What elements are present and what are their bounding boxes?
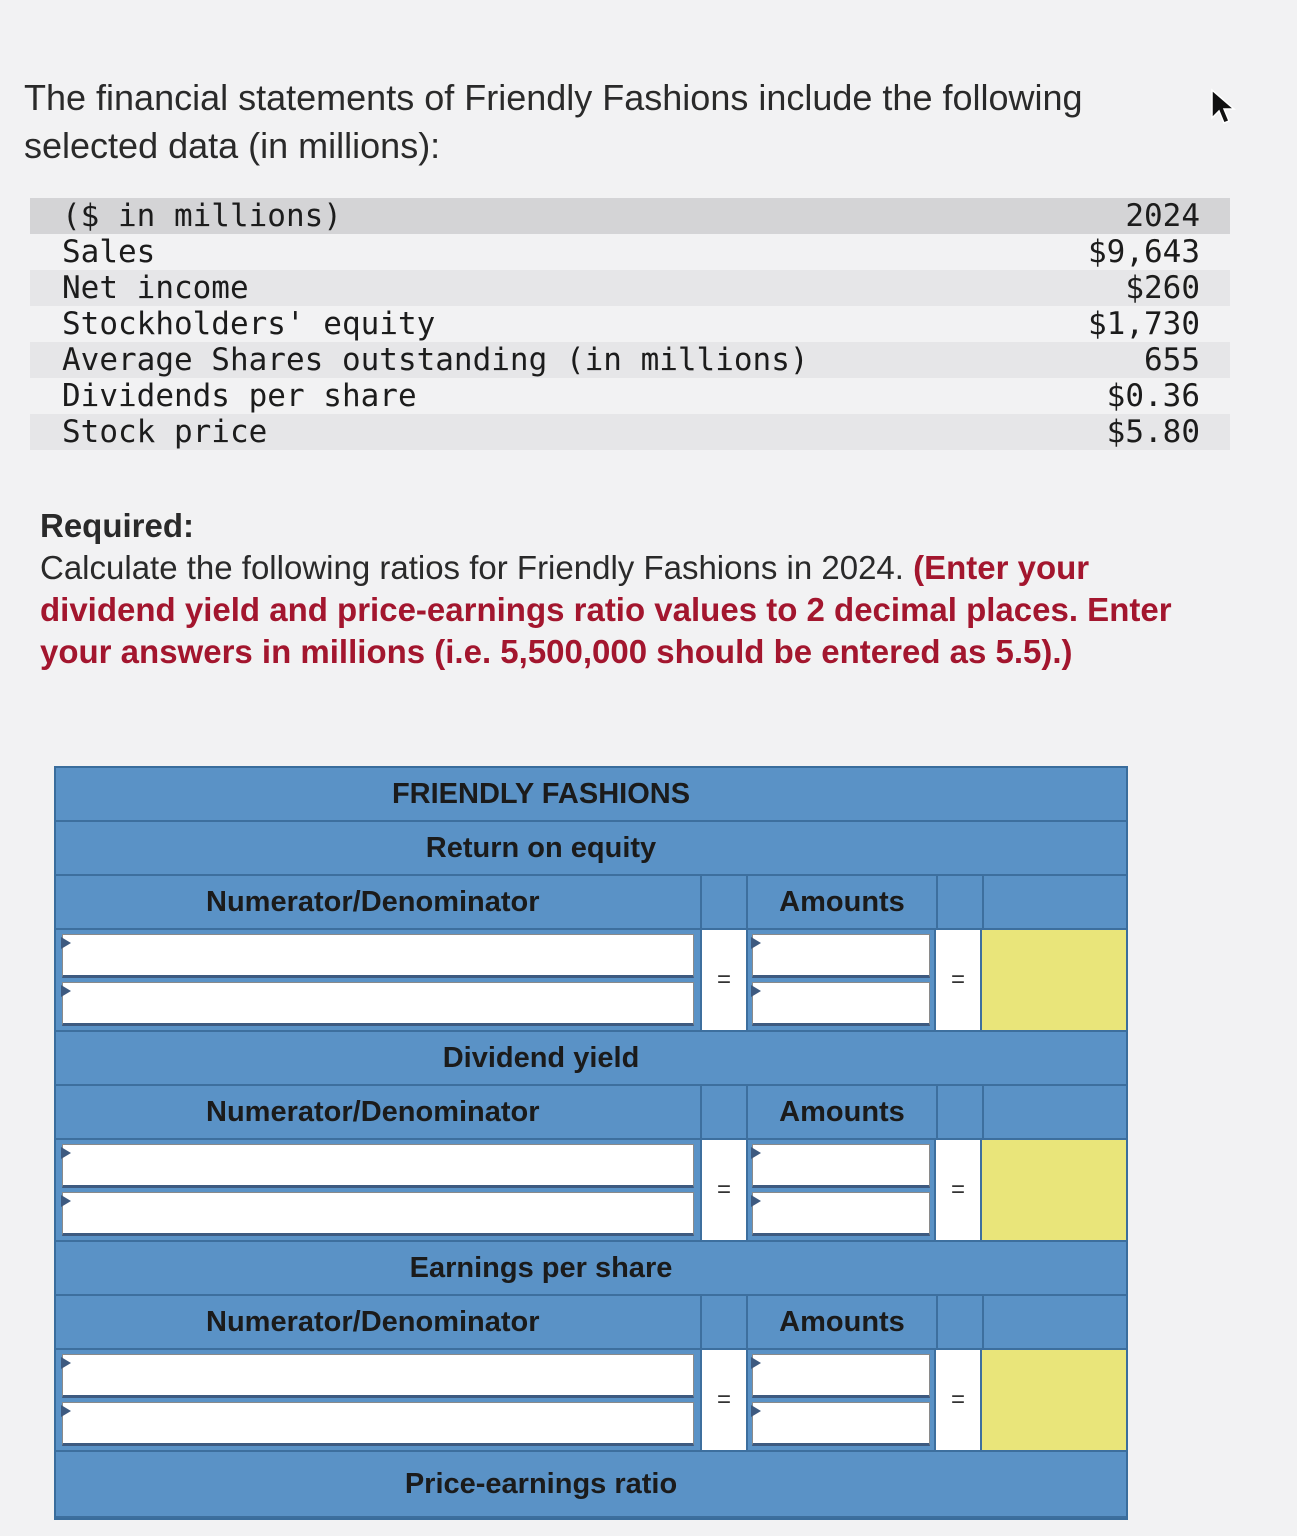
- row-label: Net income: [62, 270, 249, 306]
- eps-denominator-select[interactable]: [62, 1402, 694, 1446]
- col-amounts: Amounts: [748, 876, 938, 928]
- section-header: [56, 876, 1126, 930]
- roe-numerator-amount-input[interactable]: [752, 934, 930, 978]
- section-header: [56, 1296, 1126, 1350]
- section-header: [56, 1086, 1126, 1140]
- row-value: $0.36: [1106, 378, 1200, 414]
- equals-sign: =: [702, 1350, 748, 1450]
- eps-numerator-amount-input[interactable]: [752, 1354, 930, 1398]
- required-title: Required:: [40, 507, 195, 544]
- row-value: $5.80: [1106, 414, 1200, 450]
- eps-input-block: [56, 1350, 1126, 1452]
- section-title-eps: Earnings per share: [56, 1242, 1126, 1296]
- required-section: [40, 505, 1230, 673]
- equals-sign: =: [936, 1140, 982, 1240]
- section-title-dividend-yield: Dividend yield: [56, 1032, 1126, 1086]
- dy-denominator-amount-input[interactable]: [752, 1192, 930, 1236]
- dy-denominator-select[interactable]: [62, 1192, 694, 1236]
- row-label: Sales: [62, 234, 156, 270]
- financial-data-table: [30, 198, 1230, 450]
- row-label: Stock price: [62, 414, 268, 450]
- col-amounts: Amounts: [748, 1296, 938, 1348]
- eps-result-cell: [982, 1350, 1126, 1450]
- data-table-header: [30, 198, 1230, 234]
- row-value: 655: [1144, 342, 1200, 378]
- dividend-yield-input-block: [56, 1140, 1126, 1242]
- roe-denominator-amount-input[interactable]: [752, 982, 930, 1026]
- required-text: Calculate the following ratios for Friendly Fashions in 2024.: [40, 549, 904, 586]
- equals-sign: =: [936, 1350, 982, 1450]
- section-title-pe-ratio: Price-earnings ratio: [56, 1452, 1126, 1518]
- header-year: 2024: [1125, 198, 1200, 234]
- eps-denominator-amount-input[interactable]: [752, 1402, 930, 1446]
- equals-sign: =: [702, 1140, 748, 1240]
- equals-sign: =: [936, 930, 982, 1030]
- data-row-shares: [30, 342, 1230, 378]
- header-label: ($ in millions): [62, 198, 342, 234]
- row-value: $1,730: [1088, 306, 1200, 342]
- mouse-cursor-icon: [1208, 88, 1238, 126]
- col-numerator-denominator: Numerator/Denominator: [56, 876, 702, 928]
- row-value: $9,643: [1088, 234, 1200, 270]
- data-row-dividends: [30, 378, 1230, 414]
- dy-numerator-amount-input[interactable]: [752, 1144, 930, 1188]
- row-label: Average Shares outstanding (in millions): [62, 342, 809, 378]
- row-value: $260: [1125, 270, 1200, 306]
- data-row-stock-price: [30, 414, 1230, 450]
- roe-denominator-select[interactable]: [62, 982, 694, 1026]
- data-row-sales: [30, 234, 1230, 270]
- roe-input-block: [56, 930, 1126, 1032]
- col-amounts: Amounts: [748, 1086, 938, 1138]
- dy-result-cell: [982, 1140, 1126, 1240]
- roe-numerator-select[interactable]: [62, 934, 694, 978]
- ratio-worksheet: [54, 766, 1128, 1520]
- required-instruction: (Enter your dividend yield and price-earnings ratio values to 2 decimal places. Enter your answers in millions (i.e. 5,500,000 should be entered as 5.5).): [40, 549, 1172, 670]
- roe-result-cell: [982, 930, 1126, 1030]
- data-row-equity: [30, 306, 1230, 342]
- equals-sign: =: [702, 930, 748, 1030]
- data-row-net-income: [30, 270, 1230, 306]
- section-title-return-on-equity: Return on equity: [56, 822, 1126, 876]
- row-label: Stockholders' equity: [62, 306, 436, 342]
- col-numerator-denominator: Numerator/Denominator: [56, 1296, 702, 1348]
- intro-text: The financial statements of Friendly Fashions include the following selected data (in millions):: [24, 77, 1083, 166]
- eps-numerator-select[interactable]: [62, 1354, 694, 1398]
- col-numerator-denominator: Numerator/Denominator: [56, 1086, 702, 1138]
- row-label: Dividends per share: [62, 378, 417, 414]
- company-title: FRIENDLY FASHIONS: [56, 768, 1126, 822]
- dy-numerator-select[interactable]: [62, 1144, 694, 1188]
